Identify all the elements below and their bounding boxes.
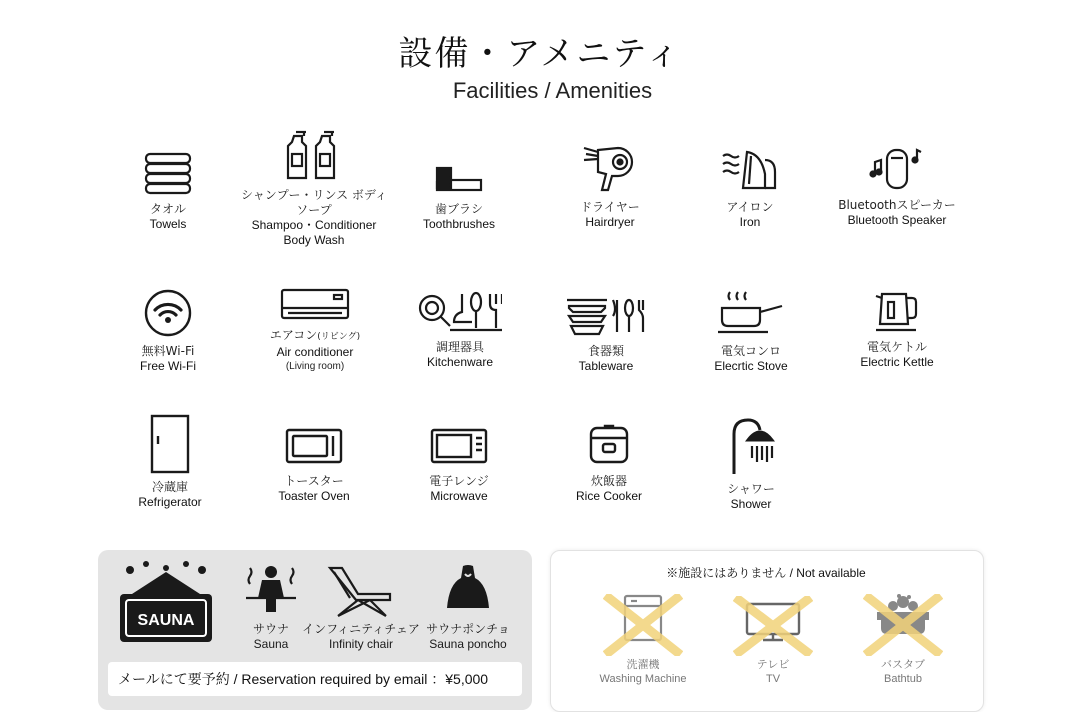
amenity-microwave xyxy=(384,428,534,504)
sauna-person-icon xyxy=(242,564,300,618)
page-title-en: Facilities / Amenities xyxy=(452,78,653,103)
page-title-jp: 設備・アメニティ xyxy=(398,34,682,74)
amenity-label-jp: 炊飯器 xyxy=(590,474,627,488)
bathtub-icon xyxy=(863,594,943,656)
option-label-en: Sauna xyxy=(253,637,289,651)
amenity-label-jp: タオル xyxy=(149,202,186,216)
amenity-label-en: Air conditioner xyxy=(276,345,354,359)
toothbrush-icon xyxy=(433,160,485,196)
amenity-label-jp: Bluetoothスピーカー xyxy=(838,198,956,212)
amenity-refrigerator xyxy=(95,414,245,510)
toaster-icon xyxy=(285,428,343,468)
amenity-label-en: Free Wi-Fi xyxy=(140,359,196,373)
air-conditioner-icon xyxy=(280,288,350,322)
amenity-iron xyxy=(675,144,825,230)
amenity-label-jp: シャンプー・リンス ボディソープ xyxy=(241,188,387,217)
amenity-label-jp: エアコン(リビング) xyxy=(269,328,361,342)
amenity-electric-kettle xyxy=(822,288,972,370)
amenity-label-en: Shampoo・Conditioner xyxy=(251,218,377,232)
amenity-label-en: Bluetooth Speaker xyxy=(847,213,947,227)
amenity-electric-stove xyxy=(676,290,826,374)
amenity-label-jp: 調理器具 xyxy=(435,340,484,354)
amenity-label-en: Toothbrushes xyxy=(422,217,496,231)
amenity-label-en: Shower xyxy=(730,497,772,511)
hairdryer-icon xyxy=(580,144,640,194)
amenity-label-en: Towels xyxy=(149,217,187,231)
speaker-icon xyxy=(867,144,927,192)
amenity-towels xyxy=(93,150,243,232)
amenity-toaster-oven xyxy=(239,428,389,504)
amenity-label-jp: アイロン xyxy=(726,200,774,214)
reservation-note: メールにて要予約 / Reservation required by email ：¥5,000 xyxy=(108,662,522,696)
tv-icon xyxy=(733,596,813,656)
sauna-sign-label: SAUNA xyxy=(137,612,195,629)
amenity-label-sub: (Living room) xyxy=(285,361,345,372)
amenity-label-jp: 食器類 xyxy=(587,344,624,358)
amenity-label-en: Elecrtic Stove xyxy=(714,359,788,373)
amenity-label-en: Microwave xyxy=(430,489,488,503)
not-available-label-en: Bathtub xyxy=(884,673,922,685)
amenity-label-jp: シャワー xyxy=(727,482,775,496)
not-available-washing-machine xyxy=(573,594,713,686)
amenity-label-jp: 電気コンロ xyxy=(720,344,781,358)
amenity-label-en: Hairdryer xyxy=(585,215,635,229)
amenity-shower xyxy=(676,416,826,512)
option-label-en: Sauna poncho xyxy=(429,637,507,651)
amenity-label-jp: 歯ブラシ xyxy=(434,202,483,216)
kettle-icon xyxy=(872,288,922,334)
amenity-wifi xyxy=(93,288,243,374)
amenity-label-jp: 電気ケトル xyxy=(866,340,927,354)
tableware-icon xyxy=(565,296,647,338)
amenity-label-jp: トースター xyxy=(284,474,344,488)
sauna-sign-icon xyxy=(116,560,216,650)
chair-icon xyxy=(326,564,396,618)
amenity-label-en: Rice Cooker xyxy=(575,489,643,503)
stove-icon xyxy=(716,290,786,338)
shower-icon xyxy=(726,416,776,476)
not-available-label-en: Washing Machine xyxy=(599,673,687,685)
rice-cooker-icon xyxy=(587,424,631,468)
amenity-label-en: Iron xyxy=(739,215,761,229)
towels-icon xyxy=(142,150,194,196)
wifi-icon xyxy=(143,288,193,338)
option-sauna-poncho xyxy=(403,564,533,652)
not-available-label-jp: 洗濯機 xyxy=(626,658,660,671)
option-label-jp: サウナポンチョ xyxy=(426,622,510,636)
not-available-note: ※施設にはありません / Not available xyxy=(666,566,866,580)
amenity-rice-cooker xyxy=(534,424,684,504)
amenity-label-en: Refrigerator xyxy=(138,495,202,509)
amenity-label-jp: 無料Wi-Fi xyxy=(141,344,195,358)
option-label-jp: サウナ xyxy=(252,622,289,636)
not-available-label-en: TV xyxy=(765,673,781,685)
amenity-label-en-2: Body Wash xyxy=(283,233,345,247)
amenity-kitchenware xyxy=(385,290,535,370)
amenity-label-en: Tableware xyxy=(578,359,634,373)
not-available-label-jp: バスタブ xyxy=(881,658,925,671)
amenity-hairdryer xyxy=(535,144,685,230)
amenity-shampoo xyxy=(239,130,389,248)
refrigerator-icon xyxy=(148,414,192,474)
option-label-jp: インフィニティチェア xyxy=(302,622,420,636)
iron-icon xyxy=(721,144,779,194)
amenity-label-jp: ドライヤー xyxy=(580,200,640,214)
microwave-icon xyxy=(430,428,488,468)
amenity-air-conditioner xyxy=(240,288,390,373)
amenity-bluetooth-speaker xyxy=(822,144,972,228)
bottles-icon xyxy=(284,130,344,182)
amenity-toothbrushes xyxy=(384,160,534,232)
not-available-label-jp: テレビ xyxy=(756,658,790,671)
poncho-icon xyxy=(443,564,493,618)
option-label-en: Infinity chair xyxy=(328,637,394,651)
washing-machine-icon xyxy=(603,594,683,656)
kitchenware-icon xyxy=(418,290,502,334)
amenity-label-en: Electric Kettle xyxy=(860,355,934,369)
amenity-tableware xyxy=(531,296,681,374)
amenity-label-en: Kitchenware xyxy=(426,355,494,369)
amenity-label-en: Toaster Oven xyxy=(278,489,350,503)
amenity-label-jp: 冷蔵庫 xyxy=(151,480,188,494)
not-available-bathtub xyxy=(833,594,973,686)
amenity-label-jp: 電子レンジ xyxy=(429,474,489,488)
not-available-tv xyxy=(703,596,843,686)
